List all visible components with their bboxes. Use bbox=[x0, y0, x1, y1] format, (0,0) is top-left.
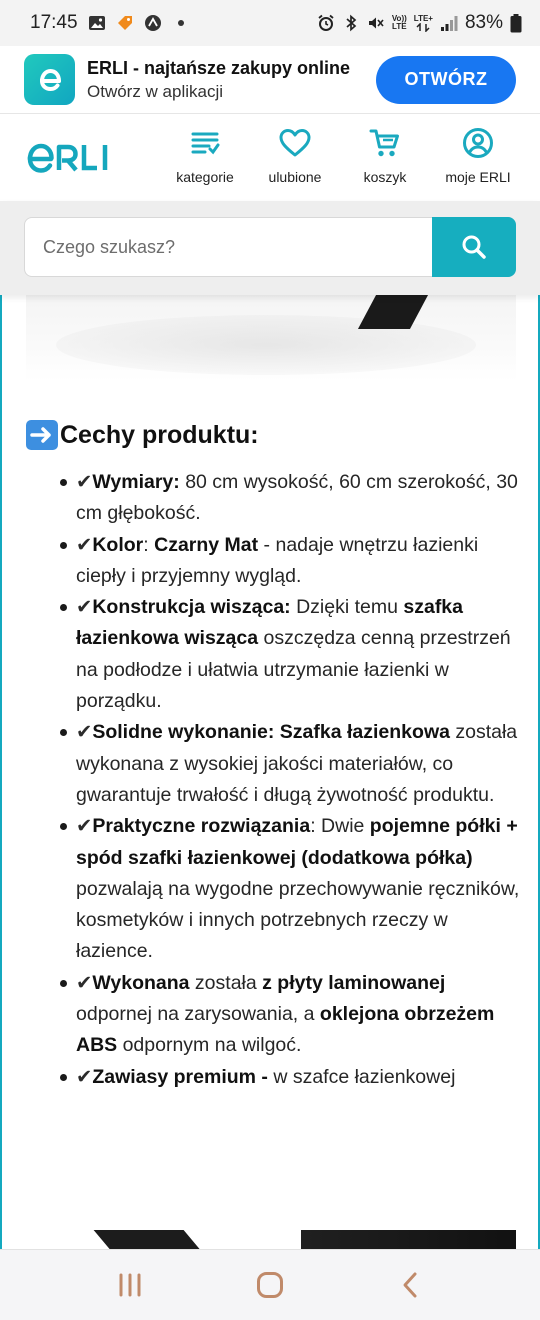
feature-bold: szafka łazienkowa wisząca bbox=[76, 596, 463, 650]
bluetooth-icon bbox=[342, 14, 360, 32]
header-nav bbox=[160, 127, 526, 185]
feature-text: : Dwie bbox=[310, 815, 370, 838]
lte-plus-label: LTE+ bbox=[413, 13, 433, 23]
mute-icon bbox=[367, 14, 385, 32]
feature-label: Praktyczne rozwiązania bbox=[92, 815, 311, 838]
nav-my-account[interactable] bbox=[430, 127, 526, 185]
recent-apps-icon bbox=[117, 1273, 143, 1297]
check-icon: ✔ bbox=[76, 721, 93, 744]
lte-plus-indicator bbox=[414, 15, 433, 32]
battery-icon bbox=[510, 14, 522, 33]
feature-text: została bbox=[189, 971, 263, 994]
back-icon bbox=[400, 1271, 420, 1299]
nav-cart-label: koszyk bbox=[363, 169, 407, 185]
back-button[interactable] bbox=[380, 1260, 440, 1310]
search-box bbox=[24, 217, 516, 277]
app-notification-icon bbox=[144, 14, 162, 32]
volte-indicator bbox=[392, 15, 407, 31]
more-notifications-dot-icon bbox=[172, 14, 190, 32]
check-icon: ✔ bbox=[76, 596, 93, 619]
product-image-top bbox=[26, 295, 516, 381]
nav-categories[interactable] bbox=[160, 127, 250, 185]
product-description[interactable] bbox=[0, 295, 540, 1249]
home-icon bbox=[256, 1271, 284, 1299]
status-time: 17:45 bbox=[30, 12, 78, 33]
home-button[interactable] bbox=[240, 1260, 300, 1310]
gallery-icon bbox=[88, 14, 106, 32]
signal-icon bbox=[440, 14, 458, 32]
nav-cart[interactable] bbox=[340, 127, 430, 185]
battery-percent: 83% bbox=[464, 12, 503, 33]
feature-color bbox=[76, 530, 526, 593]
user-icon bbox=[462, 127, 494, 159]
feature-label: Zawiasy premium - bbox=[92, 1065, 268, 1088]
search-bar-area bbox=[0, 201, 540, 295]
nav-favorites-label: ulubione bbox=[268, 169, 322, 185]
feature-bold: z płyty laminowanej bbox=[262, 971, 446, 994]
feature-text: pozwalają na wygodne przechowywanie ręczników, kosmetyków i innych potrzebnych rzeczy w łazience. bbox=[76, 877, 520, 963]
android-navigation-bar bbox=[0, 1249, 540, 1320]
feature-solid-build bbox=[76, 717, 526, 811]
product-image-bottom bbox=[26, 1230, 516, 1249]
heart-icon bbox=[279, 127, 311, 159]
feature-text: Dzięki temu bbox=[290, 596, 404, 619]
check-icon: ✔ bbox=[76, 815, 93, 838]
feature-list bbox=[76, 467, 526, 1093]
feature-bold: Czarny Mat bbox=[154, 533, 259, 556]
list-icon bbox=[189, 127, 221, 159]
feature-material bbox=[76, 968, 526, 1062]
status-bar bbox=[0, 0, 540, 46]
check-icon: ✔ bbox=[76, 971, 93, 994]
open-in-app-button[interactable]: OTWÓRZ bbox=[376, 56, 516, 104]
feature-bold: oklejona obrzeżem ABS bbox=[76, 1003, 495, 1057]
data-arrows-icon bbox=[416, 23, 430, 32]
site-header bbox=[0, 115, 540, 201]
lte-label: LTE bbox=[392, 22, 407, 31]
feature-label: Kolor bbox=[92, 533, 144, 556]
features-heading bbox=[26, 420, 259, 450]
feature-hinges bbox=[76, 1062, 526, 1093]
deal-tag-icon bbox=[116, 14, 134, 32]
feature-label: Wykonana bbox=[92, 971, 190, 994]
check-icon: ✔ bbox=[76, 533, 93, 556]
banner-title: ERLI - najtańsze zakupy online bbox=[87, 57, 351, 78]
feature-text: została wykonana z wysokiej jakości materiałów, co gwarantuje trwałość i długą żywotność produktu. bbox=[76, 721, 518, 806]
app-install-banner bbox=[0, 46, 540, 114]
right-arrow-emoji-icon bbox=[26, 420, 58, 450]
nav-favorites[interactable] bbox=[250, 127, 340, 185]
search-icon bbox=[461, 234, 487, 260]
nav-categories-label: kategorie bbox=[176, 169, 234, 185]
volte-label: Vo)) bbox=[391, 14, 407, 23]
feature-text: odpornym na wilgoć. bbox=[117, 1034, 302, 1057]
check-icon: ✔ bbox=[76, 471, 93, 493]
feature-text: w szafce łazienkowej bbox=[267, 1065, 456, 1088]
check-icon: ✔ bbox=[76, 1065, 93, 1088]
erli-logo[interactable] bbox=[24, 138, 124, 178]
cart-icon bbox=[369, 127, 401, 159]
feature-practical-solutions bbox=[76, 811, 526, 967]
nav-my-account-label: moje ERLI bbox=[445, 169, 511, 185]
feature-label: Konstrukcja wisząca: bbox=[92, 596, 291, 619]
feature-dimensions bbox=[76, 467, 526, 530]
feature-text: : bbox=[143, 533, 155, 556]
feature-text: 80 cm wysokość, 60 cm szerokość, 30 cm głębokość. bbox=[76, 471, 518, 525]
feature-label: Wymiary: bbox=[92, 471, 180, 493]
alarm-icon bbox=[317, 14, 335, 32]
feature-text: odpornej na zarysowania, a bbox=[76, 1003, 320, 1026]
search-input[interactable] bbox=[25, 218, 432, 276]
feature-bold: pojemne półki + spód szafki łazienkowej (dodatkowa półka) bbox=[76, 815, 518, 869]
feature-text: oszczędza cenną przestrzeń na podłodze i ułatwia utrzymanie łazienki w porządku. bbox=[76, 627, 511, 713]
feature-text: - nadaje wnętrzu łazienki ciepły i przyjemny wygląd. bbox=[76, 533, 479, 587]
search-button[interactable] bbox=[432, 217, 516, 277]
feature-hanging-construction bbox=[76, 592, 526, 717]
features-heading-text: Cechy produktu: bbox=[60, 420, 259, 449]
recent-apps-button[interactable] bbox=[100, 1260, 160, 1310]
banner-subtitle: Otwórz w aplikacji bbox=[87, 81, 224, 101]
erli-app-logo-icon bbox=[24, 54, 75, 105]
feature-label: Solidne wykonanie: Szafka łazienkowa bbox=[92, 721, 450, 744]
